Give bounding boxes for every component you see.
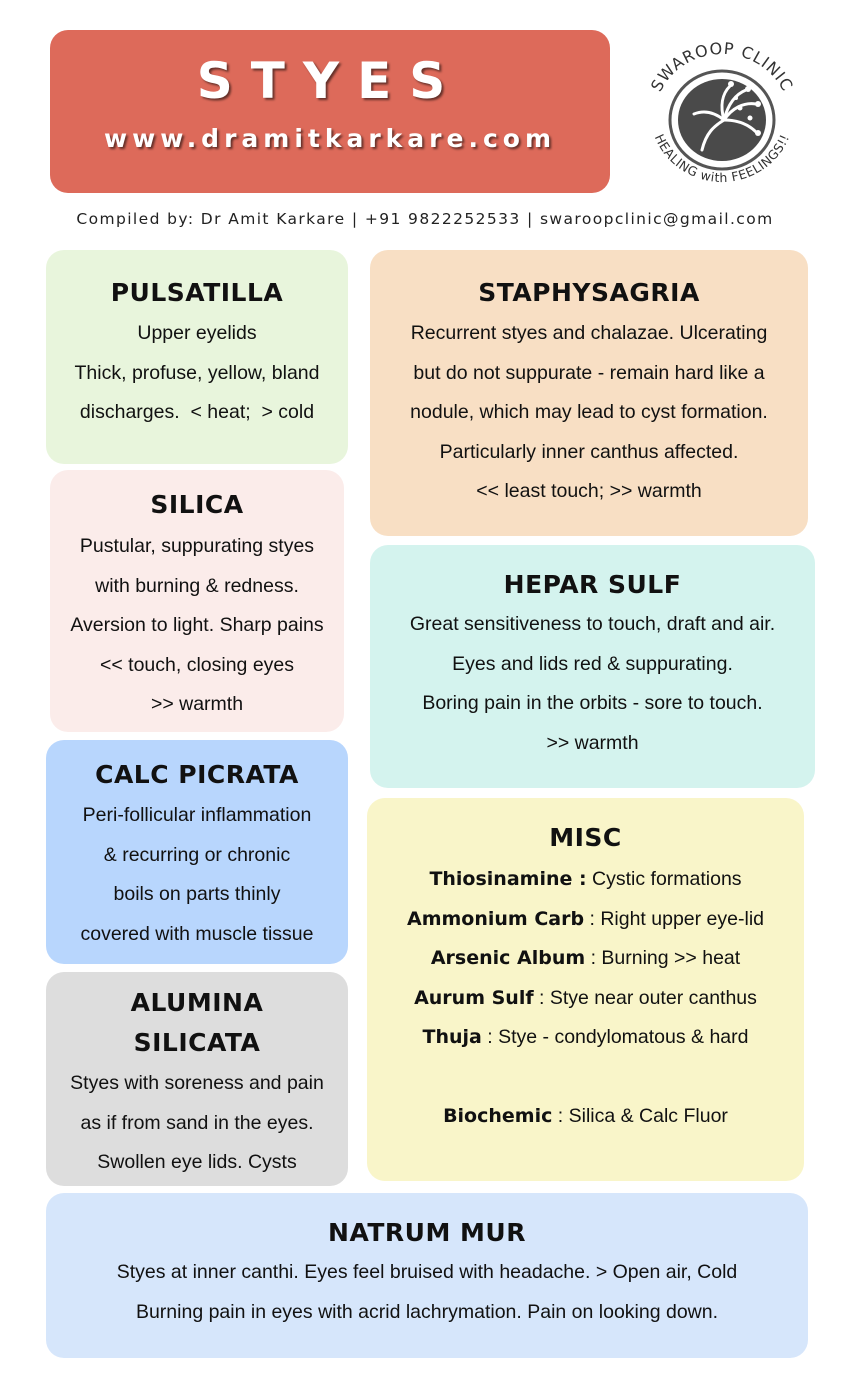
remedy-card-calc-picrata [46, 740, 348, 964]
remedy-title: CALC PICRATA [95, 760, 299, 789]
misc-item [367, 1018, 804, 1058]
compiled-by-line: Compiled by: Dr Amit Karkare | +91 9822252533 | swaroopclinic@gmail.com [76, 210, 774, 228]
remedy-line: Peri-follicular inflammation [82, 804, 312, 826]
remedy-line: with burning & redness. [95, 574, 299, 597]
remedy-line: discharges. < heat; > cold [79, 401, 315, 423]
misc-item-desc: : Stye near outer canthus [533, 986, 757, 1009]
remedy-title: HEPAR SULF [503, 570, 682, 599]
misc-item [367, 860, 804, 900]
remedy-line: >> warmth [150, 693, 244, 715]
clinic-logo [632, 38, 812, 198]
remedy-card-misc [367, 798, 804, 1181]
remedy-line: Upper eyelids [137, 322, 257, 344]
misc-item [367, 979, 804, 1019]
remedy-line: nodule, which may lead to cyst formation. [410, 401, 768, 423]
remedy-line: boils on parts thinly [113, 883, 281, 905]
logo-text-bottom: HEALING with FEELINGS!! [651, 131, 793, 186]
remedy-card-natrum-mur [46, 1193, 808, 1358]
misc-item-desc: : Stye - condylomatous & hard [481, 1026, 749, 1048]
misc-item [367, 939, 804, 979]
remedy-line: Styes at inner canthi. Eyes feel bruised with headache. > Open air, Cold [116, 1261, 738, 1283]
remedy-title: NATRUM MUR [328, 1218, 526, 1247]
remedy-line: & recurring or chronic [103, 843, 291, 866]
remedy-line: Great sensitiveness to touch, draft and air. [409, 613, 776, 635]
misc-item-name: Arsenic Album [430, 947, 586, 969]
header-banner [50, 30, 610, 193]
misc-item-name: Aurum Sulf [414, 986, 534, 1009]
remedy-line: >> warmth [546, 731, 639, 754]
misc-biochemic [367, 1097, 804, 1137]
remedy-line: covered with muscle tissue [80, 922, 314, 945]
remedy-line: Eyes and lids red & suppurating. [452, 652, 733, 675]
misc-item-desc: : Right upper eye-lid [584, 907, 764, 930]
remedy-line: Particularly inner canthus affected. [439, 440, 739, 463]
misc-item [367, 900, 804, 940]
remedy-line: Boring pain in the orbits - sore to touch. [422, 692, 763, 714]
remedy-card-alumina-silicata [46, 972, 348, 1186]
remedy-line: Pustular, suppurating styes [79, 535, 315, 557]
remedy-title: STAPHYSAGRIA [478, 278, 700, 307]
remedy-title: PULSATILLA [110, 278, 284, 307]
remedy-line: but do not suppurate - remain hard like a [413, 361, 765, 384]
remedy-line: Recurrent styes and chalazae. Ulcerating [410, 322, 768, 344]
remedy-line: << least touch; >> warmth [476, 480, 702, 502]
remedy-line: Styes with soreness and pain [70, 1072, 324, 1094]
misc-item-name: Thuja [422, 1026, 482, 1048]
remedy-title-line1: ALUMINA [130, 988, 264, 1017]
misc-item-name: Thiosinamine : [429, 868, 587, 890]
misc-item-desc: : Burning >> heat [585, 947, 741, 969]
misc-item-name: Biochemic [443, 1104, 553, 1127]
remedy-line: Thick, profuse, yellow, bland [74, 361, 320, 384]
remedy-line: Swollen eye lids. Cysts [97, 1151, 297, 1173]
misc-item-name: Ammonium Carb [406, 907, 585, 930]
remedy-title-line2: SILICATA [133, 1028, 261, 1057]
misc-item-desc: : Silica & Calc Fluor [552, 1104, 728, 1127]
remedy-card-hepar-sulf [370, 545, 815, 788]
remedy-line: as if from sand in the eyes. [80, 1111, 314, 1134]
website-url: www.dramitkarkare.com [104, 124, 556, 153]
clinic-logo-graphic [632, 38, 812, 198]
page-title: STYES [196, 52, 464, 110]
remedy-title: MISC [549, 823, 622, 852]
remedy-card-pulsatilla [46, 250, 348, 464]
remedy-card-staphysagria [370, 250, 808, 536]
remedy-line: Aversion to light. Sharp pains [70, 614, 324, 636]
logo-text-top: SWAROOP CLINIC [646, 38, 798, 95]
remedy-line: Burning pain in eyes with acrid lachrymation. Pain on looking down. [135, 1300, 719, 1323]
remedy-card-silica [50, 470, 344, 732]
remedy-line: << touch, closing eyes [99, 653, 295, 676]
misc-item-desc: Cystic formations [586, 868, 742, 890]
remedy-title: SILICA [150, 490, 244, 519]
